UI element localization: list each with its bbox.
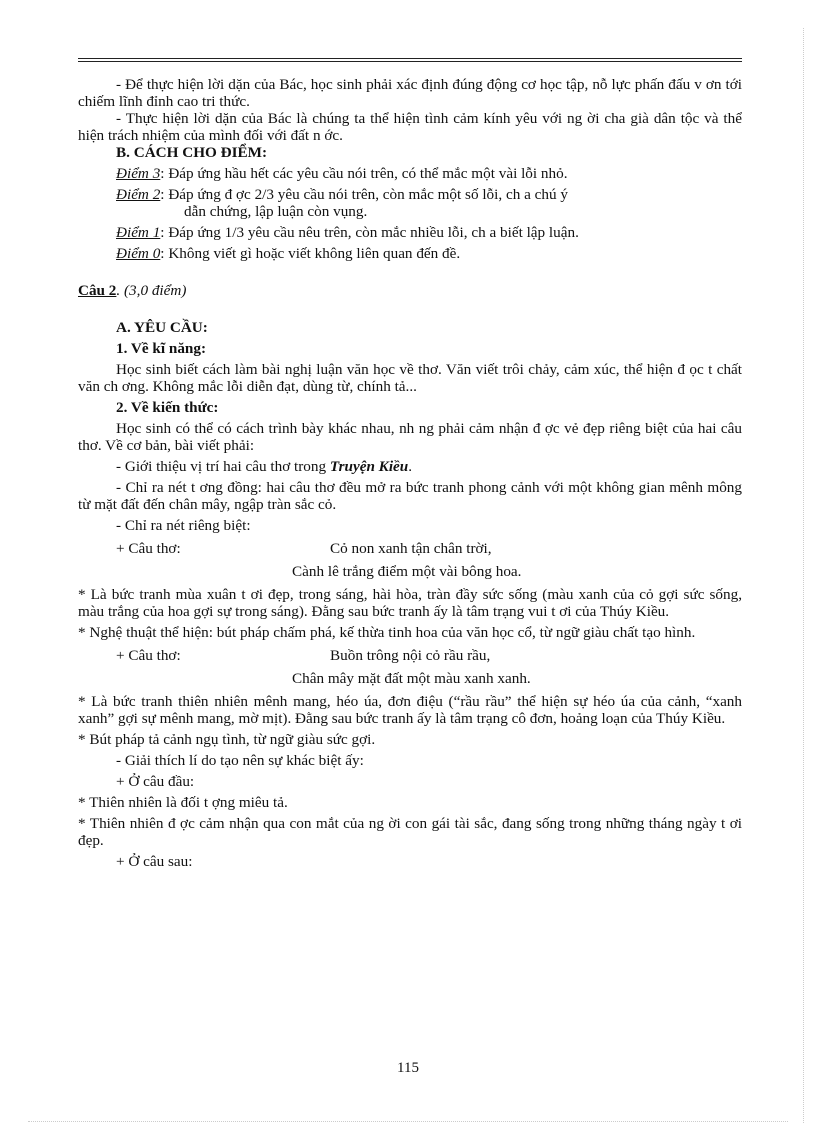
explain-first-note-2: * Thiên nhiên đ ợc cảm nhận qua con mắt của ng ời con gái tài sắc, đang sống trong những tháng ngày t ơi đẹp. [78, 815, 742, 849]
verse-1-line-1 [116, 540, 742, 557]
common-points: - Chỉ ra nét t ơng đồng: hai câu thơ đều mở ra bức tranh phong cảnh với một không gian mênh mông từ mặt đất đến chân mây, ngập tràn sắc cỏ. [78, 479, 742, 513]
grade-text-3: : Đáp ứng hầu hết các yêu cầu nói trên, có thể mắc một vài lỗi nhỏ. [160, 165, 568, 182]
explain-heading: - Giải thích lí do tạo nên sự khác biệt ấy: [116, 752, 364, 769]
verse-2-line-1 [116, 647, 742, 664]
page-edge-bottom [28, 1121, 788, 1122]
grade-text-2: : Đáp ứng đ ợc 2/3 yêu cầu nói trên, còn mắc một số lỗi, ch a chú ý [160, 186, 568, 203]
grade-text-1: : Đáp ứng 1/3 yêu cầu nêu trên, còn mắc nhiều lỗi, ch a biết lập luận. [160, 224, 579, 241]
grade-label-0: Điểm 0 [116, 245, 161, 262]
verse-2-line-2: Chân mây mặt đất một màu xanh xanh. [292, 670, 531, 687]
verse-2-text-1: Buồn trông nội cỏ rầu rầu, [330, 647, 491, 664]
skills-text: Học sinh biết cách làm bài nghị luận văn học về thơ. Văn viết trôi chảy, cảm xúc, thể hiện đ ọc t chất văn ch ơng. Không mắc lỗi diễn đạt, dùng từ, chính tả... [78, 361, 742, 395]
verse-1-text-1: Cỏ non xanh tận chân trời, [330, 540, 492, 557]
header-rule-bottom [78, 61, 742, 62]
explain-first-label: + Ở câu đầu: [116, 773, 195, 790]
intro-line-prefix: - Giới thiệu vị trí hai câu thơ trong [116, 458, 330, 475]
paragraph-dedication-2: - Thực hiện lời dặn của Bác là chúng ta thể hiện tình cảm kính yêu với ng ời cha già dân tộc và thể hiện trách nhiệm của mình đối với đất n ớc. [78, 110, 742, 144]
grade-item-3 [78, 165, 742, 182]
verse-2-note-1: * Là bức tranh thiên nhiên mênh mang, héo úa, đơn điệu (“rầu rầu” thể hiện sự héo úa của cảnh, “xanh xanh” gợi sự mênh mang, mờ mịt). Đằng sau bức tranh ấy là tâm trạng cô đơn, hoảng loạn của Thúy Kiều. [78, 693, 742, 727]
intro-line [78, 458, 742, 475]
page-content [78, 76, 742, 870]
knowledge-intro: Học sinh có thể có cách trình bày khác nhau, nh ng phải cảm nhận đ ợc vẻ đẹp riêng biệt của hai câu thơ. Về cơ bản, bài viết phải: [78, 420, 742, 454]
grading-heading: B. CÁCH CHO ĐIỂM: [116, 144, 268, 161]
grade-item-2 [78, 186, 742, 220]
requirements-heading: A. YÊU CẦU: [116, 319, 208, 336]
grade-label-1: Điểm 1 [116, 224, 161, 241]
grade-text-2-cont: dẫn chứng, lập luận còn vụng. [184, 203, 368, 220]
work-title: Truyện Kiều [329, 458, 409, 475]
grade-text-0: : Không viết gì hoặc viết không liên quan đến đề. [160, 245, 461, 262]
verse-2-label: + Câu thơ: [116, 647, 181, 664]
verse-1-note-2: * Nghệ thuật thể hiện: bút pháp chấm phá, kế thừa tinh hoa của văn học cổ, từ ngữ giàu chất tạo hình. [78, 624, 696, 641]
header-rule-top [78, 58, 742, 59]
grade-item-1 [78, 224, 742, 241]
skills-heading: 1. Về kĩ năng: [116, 340, 207, 357]
verse-1-note-1: * Là bức tranh mùa xuân t ơi đẹp, trong sáng, hài hòa, tràn đầy sức sống (màu xanh của cỏ gợi sức sống, màu trắng của hoa gợi sự trong sáng). Đằng sau bức tranh ấy là tâm trạng vui t ơi của Thúy Kiều. [78, 586, 742, 620]
distinct-points: - Chỉ ra nét riêng biệt: [116, 517, 251, 534]
paragraph-dedication-1: - Để thực hiện lời dặn của Bác, học sinh phải xác định đúng động cơ học tập, nỗ lực phấn đấu v ơn tới chiếm lĩnh đỉnh cao tri thức. [78, 76, 742, 110]
page-number: 115 [397, 1060, 419, 1076]
explain-first-note-1: * Thiên nhiên là đối t ợng miêu tả. [78, 794, 288, 811]
grade-label-2: Điểm 2 [116, 186, 161, 203]
verse-2 [78, 647, 742, 687]
explain-second-label: + Ở câu sau: [116, 853, 193, 870]
verse-2-note-2: * Bút pháp tả cảnh ngụ tình, từ ngữ giàu sức gợi. [78, 731, 376, 748]
question-2-points: . (3,0 điểm) [116, 282, 187, 299]
knowledge-heading: 2. Về kiến thức: [116, 399, 219, 416]
question-2-label: Câu 2 [78, 282, 117, 299]
verse-1-line-2: Cành lê trắng điểm một vài bông hoa. [292, 563, 522, 580]
grade-item-0 [78, 245, 742, 262]
page-edge-right [803, 28, 804, 1123]
grade-label-3: Điểm 3 [116, 165, 161, 182]
verse-1 [78, 540, 742, 580]
verse-1-label: + Câu thơ: [116, 540, 181, 557]
intro-line-suffix: . [408, 458, 413, 475]
question-2-title [78, 282, 742, 299]
